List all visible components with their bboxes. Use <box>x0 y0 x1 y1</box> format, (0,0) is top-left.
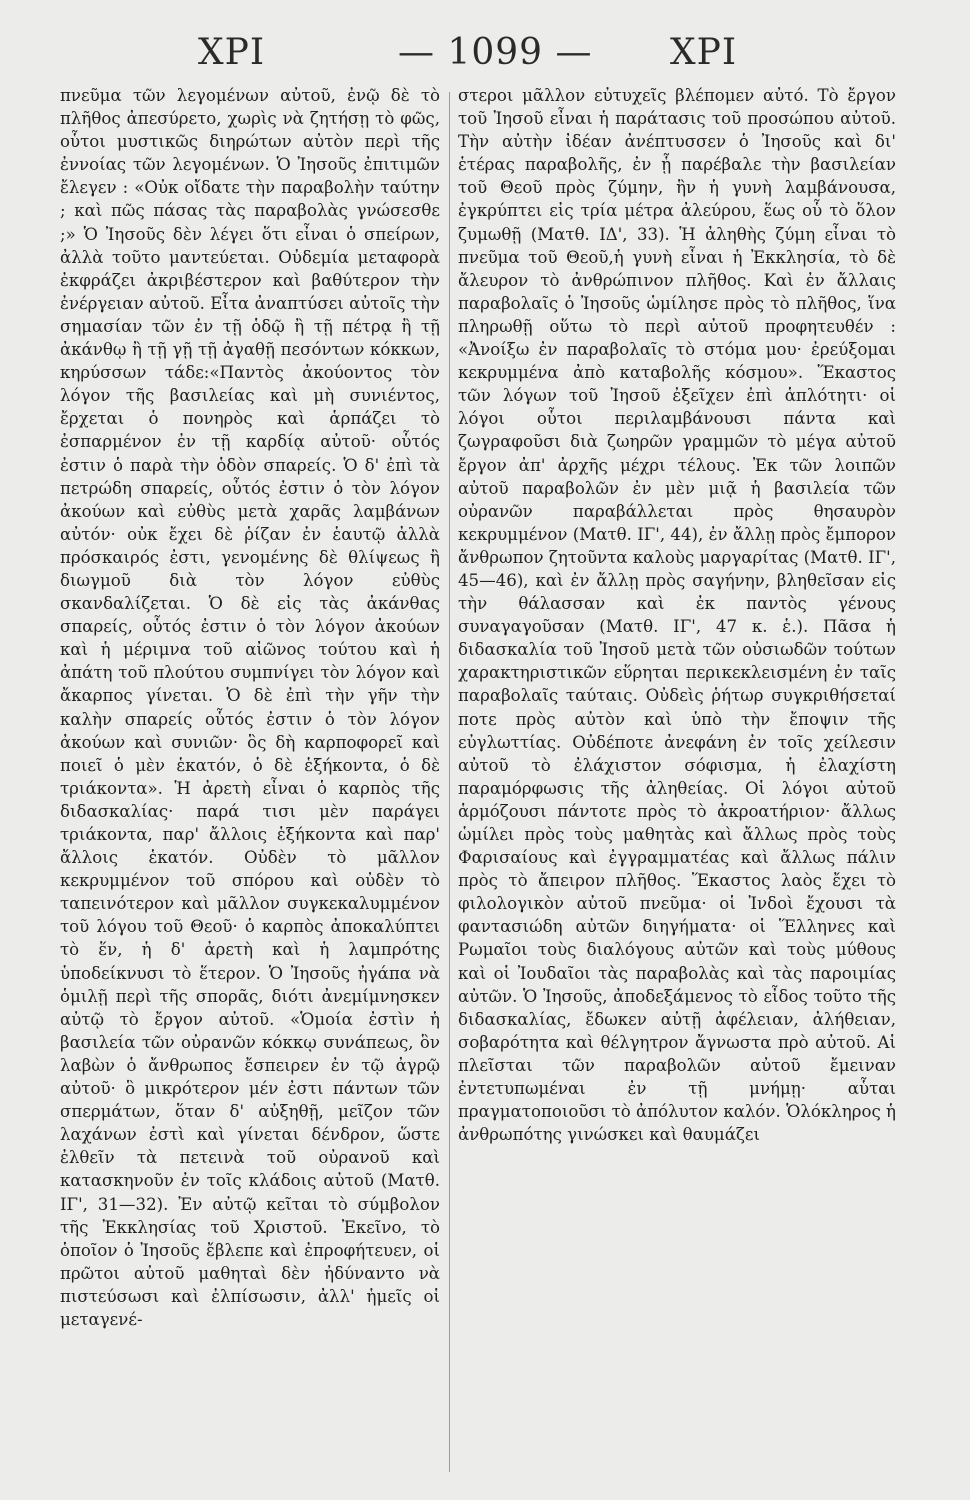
left-column-text: πνεῦμα τῶν λεγομένων αὐτοῦ, ἐνῷ δὲ τὸ πλῆθος ἀπεσύρετο, χωρὶς νὰ ζητήσῃ τὸ φῶς, οὗτοι μυστικῶς διηρώτων αὐτὸν περὶ τῆς ἐννοίας τῶν λεγομένων. Ὁ Ἰησοῦς ἐπιτιμῶν ἔλεγεν : «Οὐκ οἴδατε τὴν παραβολὴν ταύτην ; καὶ πῶς πάσας τὰς παραβολὰς γνώσεσθε ;» Ὁ Ἰησοῦς δὲν λέγει ὅτι εἶναι ὁ σπείρων, ἀλλὰ τοῦτο μαντεύεται. Οὐδεμία μεταφορὰ ἐκφράζει ἀκριβέστερον καὶ βαθύτερον τὴν ἐνέργειαν αὐτοῦ. Εἶτα ἀναπτύσει αὐτοῖς τὴν σημασίαν τῶν ἐν τῇ ὁδῷ ἢ τῇ πέτρᾳ ἢ τῇ ἀκάνθῳ ἢ τῇ γῇ τῇ ἀγαθῇ πεσόντων κόκκων, κηρύσσων τάδε:«Παντὸς ἀκούοντος τὸν λόγον τῆς βασιλείας καὶ μὴ συνιέντος, ἔρχεται ὁ πονηρὸς καὶ ἁρπάζει τὸ ἐσπαρμένον ἐν τῇ καρδίᾳ αὐτοῦ· οὗτός ἐστιν ὁ παρὰ τὴν ὁδὸν σπαρείς. Ὁ δ' ἐπὶ τὰ πετρώδη σπαρείς, οὗτός ἐστιν ὁ τὸν λόγον ἀκούων καὶ εὐθὺς μετὰ χαρᾶς λαμβάνων αὐτόν· οὐκ ἔχει δὲ ῥίζαν ἐν ἑαυτῷ ἀλλὰ πρόσκαιρός ἐστι, γενομένης δὲ θλίψεως ἢ διωγμοῦ διὰ τὸν λόγον εὐθὺς σκανδαλίζεται. Ὁ δὲ εἰς τὰς ἀκάνθας σπαρείς, οὗτός ἐστιν ὁ τὸν λόγον ἀκούων καὶ ἡ μέριμνα τοῦ αἰῶνος τούτου καὶ ἡ ἀπάτη τοῦ πλούτου συμπνίγει τὸν λόγον καὶ ἄκαρπος γίνεται. Ὁ δὲ ἐπὶ τὴν γῆν τὴν καλὴν σπαρείς οὗτός ἐστιν ὁ τὸν λόγον ἀκούων καὶ συνιῶν· ὃς δὴ καρποφορεῖ καὶ ποιεῖ ὁ μὲν ἑκατόν, ὁ δὲ ἑξήκοντα, ὁ δὲ τριάκοντα». Ἡ ἀρετὴ εἶναι ὁ καρπὸς τῆς διδασκαλίας· παρά τισι μὲν παράγει τριάκοντα, παρ' ἄλλοις ἑξήκοντα καὶ παρ' ἄλλοις ἑκατόν. Οὐδὲν τὸ μᾶλλον κεκρυμμένον τοῦ σπόρου καὶ οὐδὲν τὸ ταπεινότερον καὶ μᾶλλον συγκεκαλυμμένον τοῦ λόγου τοῦ Θεοῦ· ὁ καρπὸς ἀποκαλύπτει τὸ ἕν, ἡ δ' ἀρετὴ καὶ ἡ λαμπρότης ὑποδείκνυσι τὸ ἕτερον. Ὁ Ἰησοῦς ἠγάπα νὰ ὁμιλῇ περὶ τῆς σπορᾶς, διότι ἀνεμίμνησκεν αὐτῷ τὸ ἔργον αὐτοῦ. «Ὁμοία ἐστὶν ἡ βασιλεία τῶν οὐρανῶν κόκκῳ συνάπεως, ὃν λαβὼν ὁ ἄνθρωπος ἔσπειρεν ἐν τῷ ἀγρῷ αὐτοῦ· ὃ μικρότερον μέν ἐστι πάντων τῶν σπερμάτων, ὅταν δ' αὐξηθῇ, μεῖζον τῶν λαχάνων ἐστὶ καὶ γίνεται δένδρον, ὥστε ἐλθεῖν τὰ πετεινὰ τοῦ οὐρανοῦ καὶ κατασκηνοῦν ἐν τοῖς κλάδοις αὐτοῦ (Ματθ. ΙΓ', 31—32). Ἐν αὐτῷ κεῖται τὸ σύμβολον τῆς Ἐκκλησίας τοῦ Χριστοῦ. Ἐκεῖνο, τὸ ὁποῖον ὁ Ἰησοῦς ἔβλεπε καὶ ἐπροφήτευεν, οἱ πρῶτοι αὐτοῦ μαθηταὶ δὲν ἠδύναντο νὰ πιστεύσωσι καὶ ἐλπίσωσιν, ἀλλ' ἡμεῖς οἱ μεταγενέ- <box>60 86 440 1329</box>
right-column-text: στεροι μᾶλλον εὐτυχεῖς βλέπομεν αὐτό. Τὸ ἔργον τοῦ Ἰησοῦ εἶναι ἡ παράτασις τοῦ προσώπου αὐτοῦ. Τὴν αὐτὴν ἰδέαν ἀνέπτυσσεν ὁ Ἰησοῦς καὶ δι' ἑτέρας παραβολῆς, ἐν ᾗ παρέβαλε τὴν βασιλείαν τοῦ Θεοῦ πρὸς ζύμην, ἣν ἡ γυνὴ λαμβάνουσα, ἐγκρύπτει εἰς τρία μέτρα ἀλεύρου, ἕως οὗ τὸ ὅλον ζυμωθῇ (Ματθ. ΙΔ', 33). Ἡ ἀληθὴς ζύμη εἶναι τὸ πνεῦμα τοῦ Θεοῦ,ἡ γυνὴ εἶναι ἡ Ἐκκλησία, τὸ δὲ ἄλευρον τὸ ἀνθρώπινον πλῆθος. Καὶ ἐν ἄλλαις παραβολαῖς ὁ Ἰησοῦς ὡμίλησε πρὸς τὸ πλῆθος, ἵνα πληρωθῇ οὕτω τὸ περὶ αὐτοῦ προφητευθέν : «Ἀνοίξω ἐν παραβολαῖς τὸ στόμα μου· ἐρεύξομαι κεκρυμμένα ἀπὸ καταβολῆς κόσμου». Ἕκαστος τῶν λόγων τοῦ Ἰησοῦ ἐξεῖχεν ἐπὶ ἁπλότητι· οἱ λόγοι οὗτοι περιλαμβάνουσι πάντα καὶ ζωγραφοῦσι διὰ ζωηρῶν γραμμῶν τὸ μέγα αὐτοῦ ἔργον ἀπ' ἀρχῆς μέχρι τέλους. Ἐκ τῶν λοιπῶν αὐτοῦ παραβολῶν ἐν μὲν μιᾷ ἡ βασιλεία τῶν οὐρανῶν παραβάλλεται πρὸς θησαυρὸν κεκρυμμένον (Ματθ. ΙΓ', 44), ἐν ἄλλῃ πρὸς ἔμπορον ἄνθρωπον ζητοῦντα καλοὺς μαργαρίτας (Ματθ. ΙΓ', 45—46), καὶ ἐν ἄλλῃ πρὸς σαγήνην, βληθεῖσαν εἰς τὴν θάλασσαν καὶ ἐκ παντὸς γένους συναγαγοῦσαν (Ματθ. ΙΓ', 47 κ. ἑ.). Πᾶσα ἡ διδασκαλία τοῦ Ἰησοῦ μετὰ τῶν οὐσιωδῶν τούτων χαρακτηριστικῶν εὕρηται περικεκλεισμένη ἐν ταῖς παραβολαῖς ταύταις. Οὐδεὶς ῥήτωρ συγκριθήσεταί ποτε πρὸς αὐτὸν καὶ ὑπὸ τὴν ἔποψιν τῆς εὐγλωττίας. Οὐδέποτε ἀνεφάνη ἐν τοῖς χείλεσιν αὐτοῦ τὸ ἐλάχιστον σόφισμα, ἡ ἐλαχίστη παραμόρφωσις τῆς ἀληθείας. Οἱ λόγοι αὐτοῦ ἁρμόζουσι πάντοτε πρὸς τὸ ἀκροατήριον· ἄλλως ὡμίλει πρὸς τοὺς μαθητὰς καὶ ἄλλως πρὸς τοὺς Φαρισαίους καὶ ἐγγραμματέας καὶ ἄλλως πάλιν πρὸς τὸ ἄπειρον πλῆθος. Ἕκαστος λαὸς ἔχει τὸ φιλολογικὸν αὐτοῦ πνεῦμα· οἱ Ἰνδοὶ ἔχουσι τὰ φαντασιώδη αὐτῶν διηγήματα· οἱ Ἕλληνες καὶ Ρωμαῖοι τοὺς διαλόγους αὐτῶν καὶ τοὺς μύθους καὶ οἱ Ἰουδαῖοι τὰς παραβολὰς καὶ τὰς παροιμίας αὐτῶν. Ὁ Ἰησοῦς, ἀποδεξάμενος τὸ εἶδος τοῦτο τῆς διδασκαλίας, ἔδωκεν αὐτῇ ἀφέλειαν, ἀλήθειαν, σοβαρότητα καὶ θέλγητρον ἄγνωστα πρὸ αὐτοῦ. Αἱ πλεῖσται τῶν παραβολῶν αὐτοῦ ἔμειναν ἐντετυπωμέναι ἐν τῇ μνήμῃ· αὗται πραγματοποιοῦσι τὸ ἀπόλυτον καλόν. Ὁλόκληρος ἡ ἀνθρωπότης γινώσκει καὶ θαυμάζει <box>458 86 896 1145</box>
page-number: — 1099 — <box>398 32 593 73</box>
running-header <box>0 24 970 84</box>
header-right-keyword: ΧΡΙ <box>670 32 738 73</box>
header-left-keyword: ΧΡΙ <box>198 32 266 73</box>
right-column <box>458 84 896 1484</box>
column-divider <box>449 92 450 1472</box>
left-column <box>60 84 440 1484</box>
